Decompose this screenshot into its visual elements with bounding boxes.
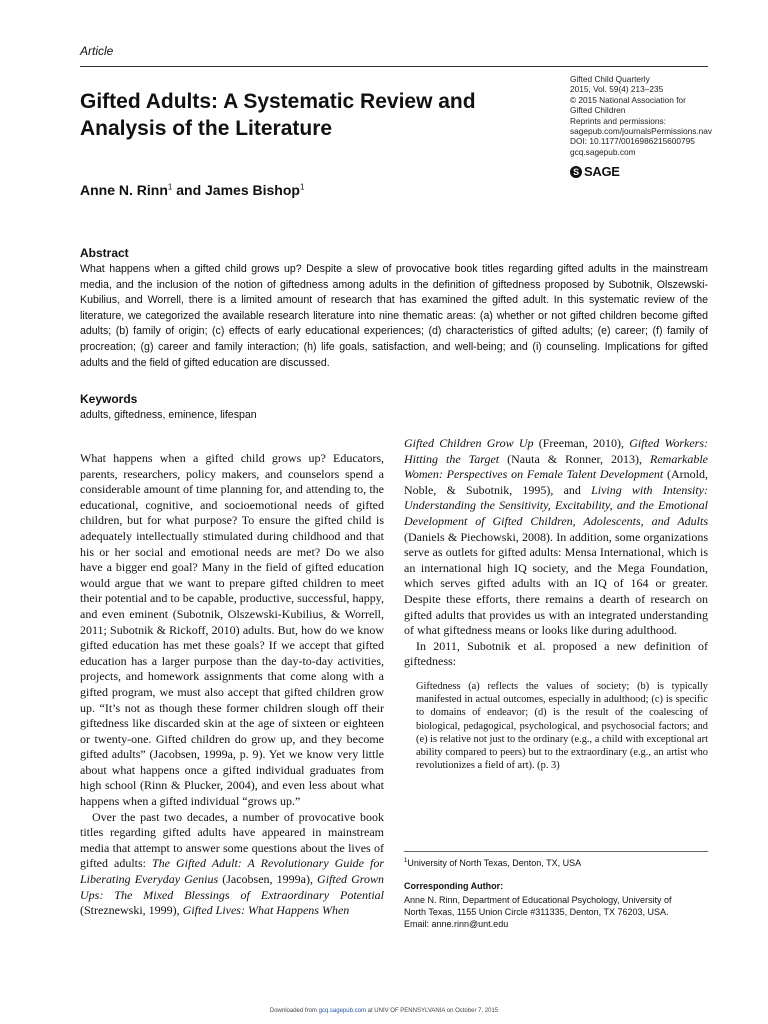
- book-title: Gifted Grown Ups: The Mixed Blessings of Extraordinary Potential: [80, 872, 385, 902]
- footer-link[interactable]: gcq.sagepub.com: [318, 1008, 366, 1014]
- corresponding-line: Anne N. Rinn, Department of Educational Psychology, University of: [404, 895, 672, 905]
- email-link[interactable]: Email: anne.rinn@unt.edu: [404, 919, 509, 930]
- permissions-link[interactable]: sagepub.com/journalsPermissions.nav: [570, 126, 713, 137]
- affiliation-marker: 1: [167, 182, 173, 192]
- affiliation-marker: 1: [404, 858, 408, 864]
- body-text: (Jacobsen, 1999a),: [218, 872, 318, 887]
- sage-logo-mark-icon: S: [570, 166, 582, 178]
- journal-url[interactable]: gcq.sagepub.com: [570, 146, 636, 157]
- doi[interactable]: DOI: 10.1177/0016986215600795: [570, 136, 695, 147]
- affiliation-text: University of North Texas, Denton, TX, USA: [407, 858, 582, 868]
- book-title: Gifted Workers: Hitting the Target: [404, 436, 709, 466]
- sage-logo-text: SAGE: [584, 164, 620, 179]
- author-name: Anne N. Rinn: [80, 182, 168, 198]
- sage-logo: [570, 164, 620, 179]
- book-title: Gifted Children Grow Up: [404, 436, 534, 450]
- body-text: (Freeman, 2010),: [533, 436, 630, 450]
- body-paragraph: [80, 810, 384, 919]
- journal-name: Gifted Child Quarterly: [570, 74, 650, 84]
- journal-volume: 2015, Vol. 59(4) 213–235: [570, 84, 664, 95]
- body-text: (Arnold, Noble, & Subotnik, 1995), and: [404, 467, 708, 497]
- body-paragraph: What happens when a gifted child grows up? Educators, parents, researchers, policy makers, and counselors spend a considerable amount of time planning for, and attending to, the educational, cognitive, and socioemotional needs of gifted children, but for what purpose? To ensure the gifted child is adequately intellectually stimulated during childhood and that his or her social and emotional needs are met? Do we also have a bigger end goal? Many in the field of gifted education would argue that we want to prepare gifted children to meet their potential and to be capable, productive, successful, happy, and even eminent (Subotnik, Olszewski-Kubilius, & Worrell, 2011; Subotnik & Rickoff, 2010) adults. But, how do we know gifted education has met these goals? If we accept that gifted education has a larger purpose than the day-to-day activities, projects, and homework assignments that come along with a gifted program, we must also accept that gifted children grow up. “It’s not as though these former children slough off their giftedness like discarded skin at the age of sixteen or eighteen or twenty-one. Gifted children do grow up, and they become gifted adults” (Jacobsen, 1999a, p. 9). Yet we know very little about what happens once a gifted individual graduates from high school (Rinn & Plucker, 2004), and even less about what happens when a gifted individual “grows up.”: [80, 451, 384, 809]
- body-paragraph: [404, 436, 708, 639]
- author-name: James Bishop: [205, 182, 300, 198]
- keywords-text: adults, giftedness, eminence, lifespan: [80, 409, 257, 421]
- keywords-heading: Keywords: [80, 392, 138, 406]
- body-text: (Daniels & Piechowski, 2008). In addition, some organizations serve as outlets for gifted adults: Mensa International, which is an international high IQ society, and the Mega Foundation, which serves gifted adults with an IQ of 164 or greater. Despite these efforts, there remains a dearth of research on gifted adults that provides us with an integrated understanding of what giftedness means or looks like during adulthood.: [404, 529, 708, 638]
- affiliation-note: [404, 858, 581, 868]
- body-column-left: [80, 451, 384, 919]
- book-title: Gifted Lives: What Happens When: [182, 903, 350, 918]
- header-rule: [80, 66, 708, 67]
- corresponding-line: North Texas, 1155 Union Circle #311335, Denton, TX 76203, USA.: [404, 907, 669, 918]
- body-text: (Streznewski, 1999),: [80, 903, 183, 918]
- body-column-right: [404, 436, 708, 772]
- body-paragraph: In 2011, Subotnik et al. proposed a new definition of giftedness:: [404, 638, 708, 669]
- footnote-rule: [404, 851, 708, 852]
- corresponding-author-details: [404, 894, 708, 931]
- copyright-line-2: Gifted Children: [570, 105, 626, 116]
- abstract-text: What happens when a gifted child grows up? Despite a slew of provocative book titles regarding gifted adults in the mainstream media, and the inclusion of the notion of giftedness among adults in the definition of giftedness proposed by Subotnik, Olszewski-Kubilius, and Worrell, there is a limited amount of research that has examined the gifted adult. In this systematic review of the literature, we categorized the available research literature into nine thematic areas: (a) whether or not gifted children become gifted adults; (b) family of origin; (c) effects of early educational experiences; (d) characteristics of gifted adults; (e) career; (f) family of procreation; (g) career and family interaction; (h) life goals, satisfaction, and well-being; and (i) counseling. Implications for gifted adults and the field of gifted education are discussed.: [80, 263, 708, 369]
- book-title: Remarkable Women: Perspectives on Female Talent Development: [404, 451, 708, 482]
- affiliation-marker: 1: [299, 182, 305, 192]
- book-title: Living with Intensity: Understanding the Sensitivity, Excitability, and the Emotional Development of Gifted Children, Adolescents, and Adults: [404, 482, 709, 528]
- author-list: [80, 182, 304, 198]
- body-text: Over the past two decades, a number of provocative book titles regarding gifted adults have appeared in mainstream media that attempt to answer some questions about the lives of gifted adults:: [80, 809, 384, 871]
- footer-text: at UNIV OF PENNSYLVANIA on October 7, 2015: [365, 1008, 499, 1014]
- article-type-label: Article: [80, 44, 114, 58]
- body-text: (Nauta & Ronner, 2013),: [499, 451, 651, 466]
- copyright-line: © 2015 National Association for: [570, 94, 686, 105]
- download-footer: [0, 1008, 768, 1014]
- corresponding-author-heading: Corresponding Author:: [404, 881, 504, 891]
- author-connector: and: [172, 182, 206, 198]
- footer-text: Downloaded from: [269, 1008, 319, 1014]
- abstract-heading: Abstract: [80, 246, 129, 260]
- paper-title: Gifted Adults: A Systematic Review and Analysis of the Literature: [80, 90, 476, 140]
- block-quote: Giftedness (a) reflects the values of society; (b) is typically manifested in actual outcomes, especially in adulthood; (c) is specific to domains of endeavor; (d) is the result of the coalescing of biological, pedagogical, psychological, and psychosocial factors; and (e) is relative not just to the ordinary (e.g., a child with exceptional art ability compared to peers) but to the extraordinary (e.g., an artist who revolutionizes a field of art). (p. 3): [416, 680, 708, 772]
- journal-info: [570, 74, 720, 157]
- book-title: The Gifted Adult: A Revolutionary Guide for Liberating Everyday Genius: [80, 856, 384, 887]
- reprints-label: Reprints and permissions:: [570, 115, 666, 126]
